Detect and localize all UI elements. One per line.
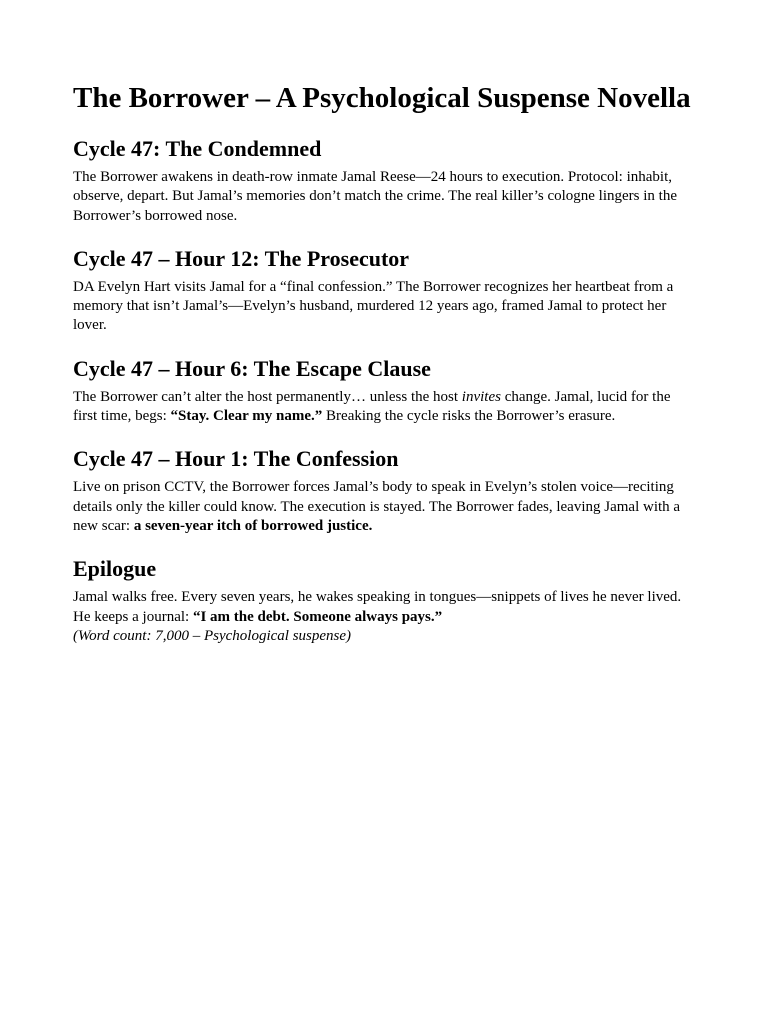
document-title: The Borrower – A Psychological Suspense Novella (73, 82, 691, 114)
section-hour-6-escape-clause (73, 355, 695, 427)
section-hour-12-prosecutor (73, 245, 695, 336)
section-cycle-47-condemned (73, 135, 695, 226)
body-text: Breaking the cycle risks the Borrower’s erasure. (322, 408, 616, 425)
emphasis-text: invites (461, 388, 501, 405)
section-body: The Borrower awakens in death-row inmate Jamal Reese—24 hours to execution. Protocol: inhabit, observe, depart. But Jamal’s memories don’t match the crime. The real killer’s cologne lingers in the Borrower’s borrowed nose. (73, 169, 677, 224)
bold-quote: “Stay. Clear my name.” (170, 408, 323, 425)
section-heading: Cycle 47 – Hour 1: The Confession (73, 446, 399, 472)
section-heading: Cycle 47 – Hour 6: The Escape Clause (73, 355, 431, 381)
section-body: DA Evelyn Hart visits Jamal for a “final confession.” The Borrower recognizes her heartbeat from a memory that isn’t Jamal’s—Evelyn’s husband, murdered 12 years ago, framed Jamal to protect her lover. (73, 278, 674, 334)
section-heading: Cycle 47 – Hour 12: The Prosecutor (73, 245, 410, 271)
section-heading: Epilogue (73, 556, 157, 582)
section-body (73, 588, 695, 627)
word-count-note: (Word count: 7,000 – Psychological suspense) (73, 627, 352, 644)
body-text: Jamal walks free. Every seven years, he wakes speaking in tongues—snippets of lives he never lived. He keeps a journal: (73, 589, 682, 625)
bold-quote: “I am the debt. Someone always pays.” (192, 608, 443, 625)
body-text: Live on prison CCTV, the Borrower forces Jamal’s body to speak in Evelyn’s stolen voice—reciting details only the killer could know. The execution is stayed. The Borrower fades, leaving Jamal with a new scar: (73, 479, 681, 534)
section-heading: Cycle 47: The Condemned (73, 136, 322, 161)
body-text: change. Jamal, lucid for the first time, begs: (73, 388, 671, 425)
bold-phrase: a seven-year itch of borrowed justice. (133, 517, 373, 534)
section-body (73, 388, 695, 427)
section-body (73, 478, 695, 536)
section-epilogue (73, 555, 695, 646)
body-text: The Borrower can’t alter the host permanently… unless the host (73, 388, 462, 405)
section-hour-1-confession (73, 445, 695, 536)
